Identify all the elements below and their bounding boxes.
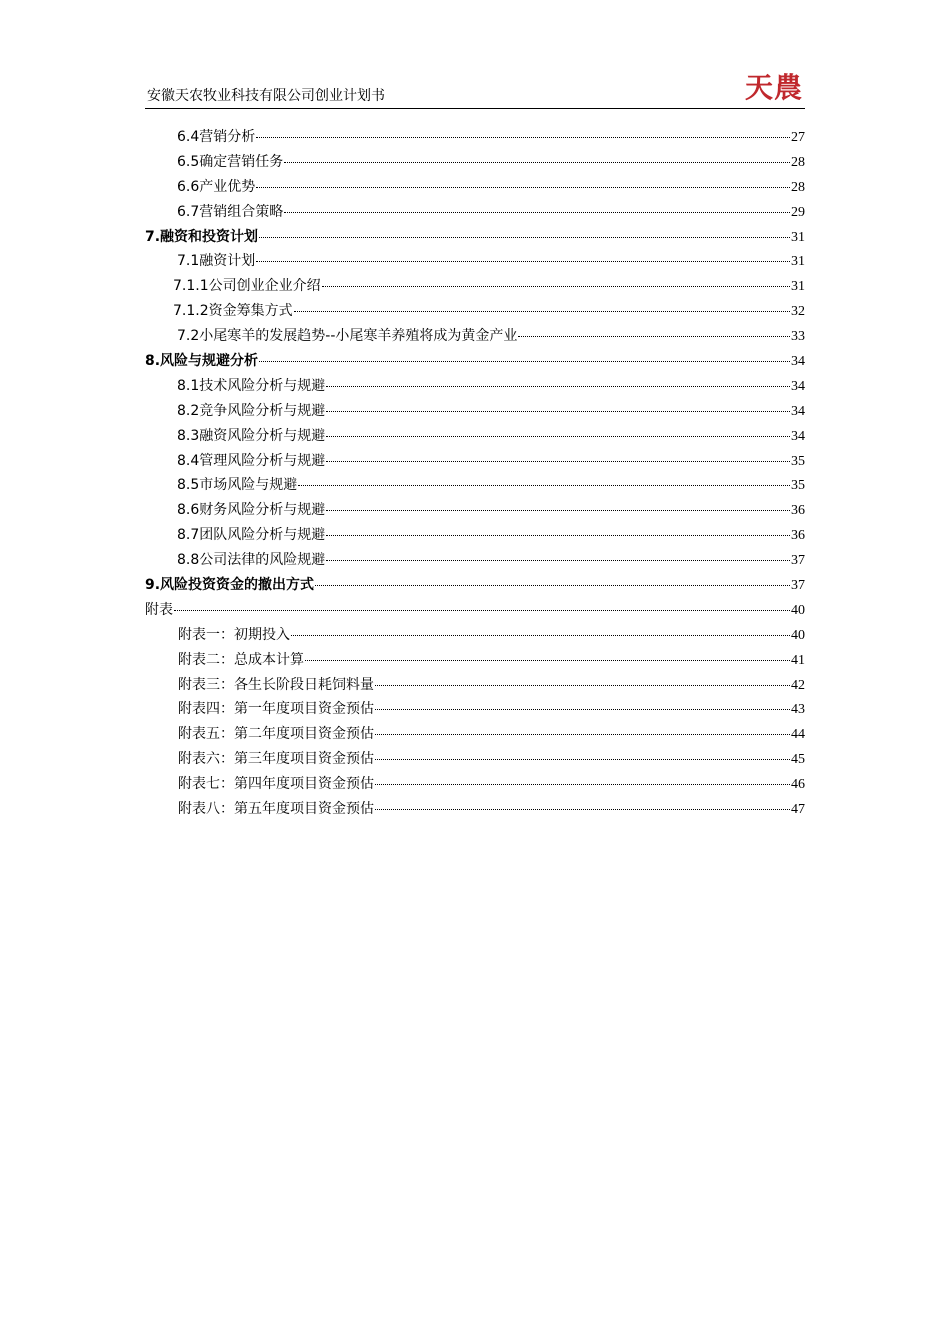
toc-leader	[322, 286, 790, 287]
toc-leader	[256, 137, 790, 138]
toc-leader	[291, 635, 790, 636]
toc-page-number: 42	[791, 677, 805, 693]
toc-entry-label: 7.2小尾寒羊的发展趋势--小尾寒羊养殖将成为黄金产业	[177, 328, 518, 345]
toc-page-number: 28	[791, 154, 805, 170]
toc-page-number: 31	[791, 279, 805, 295]
toc-entry[interactable]	[145, 674, 805, 699]
toc-entry-label: 附表	[145, 601, 173, 618]
company-logo: 天農	[744, 71, 803, 104]
toc-leader	[326, 411, 790, 412]
toc-entry-label: 附表一：初期投入	[178, 626, 290, 643]
toc-page-number: 43	[791, 702, 805, 718]
toc-page-number: 34	[791, 354, 805, 370]
toc-entry-chapter[interactable]	[145, 350, 805, 375]
toc-page-number: 40	[791, 602, 805, 618]
toc-entry-label: 8.6财务风险分析与规避	[177, 502, 326, 519]
toc-entry-label: 8.7团队风险分析与规避	[177, 527, 326, 544]
toc-entry[interactable]	[145, 300, 805, 325]
toc-page-number: 33	[791, 329, 805, 345]
toc-entry[interactable]	[145, 201, 805, 226]
toc-leader	[375, 734, 790, 735]
toc-entry-label: 7.融资和投资计划	[145, 228, 259, 245]
toc-page-number: 37	[791, 553, 805, 569]
toc-entry[interactable]	[145, 425, 805, 450]
toc-leader	[315, 585, 790, 586]
toc-page-number: 45	[791, 752, 805, 768]
toc-page-number: 35	[791, 453, 805, 469]
toc-page-number: 47	[791, 802, 805, 818]
toc-entry[interactable]	[145, 375, 805, 400]
toc-entry[interactable]	[145, 325, 805, 350]
toc-page-number: 40	[791, 627, 805, 643]
toc-entry-label: 附表五：第二年度项目资金预估	[178, 726, 374, 743]
toc-entry[interactable]	[145, 176, 805, 201]
toc-leader	[305, 660, 790, 661]
toc-entry[interactable]	[145, 275, 805, 300]
toc-page-number: 37	[791, 578, 805, 594]
toc-leader	[259, 361, 790, 362]
toc-entry-label: 附表八：第五年度项目资金预估	[178, 801, 374, 818]
toc-entry[interactable]	[145, 250, 805, 275]
toc-leader	[518, 336, 790, 337]
toc-entry-label: 附表七：第四年度项目资金预估	[178, 776, 374, 793]
toc-entry-chapter[interactable]	[145, 574, 805, 599]
toc-entry[interactable]	[145, 126, 805, 151]
toc-leader	[375, 784, 790, 785]
toc-entry-label: 附表三：各生长阶段日耗饲料量	[178, 676, 374, 693]
toc-page-number: 32	[791, 304, 805, 320]
toc-entry-label: 6.4营销分析	[177, 129, 256, 145]
toc-entry-label: 8.8公司法律的风险规避	[177, 552, 326, 569]
toc-entry-label: 附表六：第三年度项目资金预估	[178, 751, 374, 768]
toc-page-number: 28	[791, 179, 805, 195]
toc-entry-label: 7.1融资计划	[177, 253, 256, 270]
toc-entry[interactable]	[145, 400, 805, 425]
toc-entry-label: 8.2竞争风险分析与规避	[177, 402, 326, 419]
toc-entry-label: 附表四：第一年度项目资金预估	[178, 701, 374, 718]
toc-page-number: 31	[791, 254, 805, 270]
toc-entry[interactable]	[145, 474, 805, 499]
page-header	[145, 60, 805, 109]
toc-entry-label: 8.3融资风险分析与规避	[177, 427, 326, 444]
toc-leader	[375, 709, 790, 710]
toc-leader	[298, 485, 790, 486]
toc-leader	[375, 685, 790, 686]
toc-entry-label: 8.1技术风险分析与规避	[177, 377, 326, 394]
toc-leader	[284, 212, 790, 213]
toc-leader	[259, 237, 790, 238]
toc-entry[interactable]	[145, 151, 805, 176]
toc-page-number: 34	[791, 403, 805, 419]
toc-leader	[326, 510, 790, 511]
toc-entry-label: 6.6产业优势	[177, 178, 256, 195]
toc-leader	[326, 386, 790, 387]
toc-entry-label: 7.1.2资金筹集方式	[173, 303, 293, 320]
document-title: 安徽天农牧业科技有限公司创业计划书	[147, 88, 385, 104]
toc-entry-chapter[interactable]	[145, 226, 805, 251]
toc-leader	[294, 311, 790, 312]
toc-entry[interactable]	[145, 798, 805, 823]
toc-page-number: 27	[791, 130, 805, 145]
toc-entry-label: 8.5市场风险与规避	[177, 477, 298, 494]
toc-page-number: 36	[791, 528, 805, 544]
toc-leader	[326, 436, 790, 437]
toc-entry-label: 9.风险投资资金的撤出方式	[145, 577, 315, 594]
toc-page-number: 34	[791, 378, 805, 394]
toc-entry-label: 6.5确定营销任务	[177, 153, 284, 170]
toc-page-number: 44	[791, 727, 805, 743]
toc-page-number: 46	[791, 777, 805, 793]
toc-page-number: 36	[791, 503, 805, 519]
toc-leader	[375, 809, 790, 810]
toc-page-number: 29	[791, 204, 805, 220]
toc-entry-label: 6.7营销组合策略	[177, 203, 284, 220]
toc-leader	[375, 759, 790, 760]
toc-entry-appendix[interactable]	[145, 599, 805, 624]
toc-entry[interactable]	[145, 499, 805, 524]
toc-entry[interactable]	[145, 524, 805, 549]
toc-leader	[326, 535, 790, 536]
toc-entry-label: 8.4管理风险分析与规避	[177, 452, 326, 469]
toc-entry[interactable]	[145, 723, 805, 748]
toc-page-number: 41	[791, 652, 805, 668]
toc-leader	[174, 610, 790, 611]
toc-entry-label: 附表二：总成本计算	[178, 651, 304, 668]
toc-entry[interactable]	[145, 773, 805, 798]
toc-entry[interactable]	[145, 624, 805, 649]
toc-entry[interactable]	[145, 748, 805, 773]
toc-leader	[256, 187, 790, 188]
toc-page-number: 34	[791, 428, 805, 444]
toc-entry[interactable]	[145, 549, 805, 574]
toc-leader	[326, 461, 790, 462]
toc-entry[interactable]	[145, 698, 805, 723]
toc-entry-label: 8.风险与规避分析	[145, 353, 259, 370]
table-of-contents	[145, 126, 805, 823]
toc-entry[interactable]	[145, 450, 805, 475]
toc-leader	[326, 560, 790, 561]
toc-page-number: 35	[791, 478, 805, 494]
toc-entry[interactable]	[145, 649, 805, 674]
toc-page-number: 31	[791, 229, 805, 245]
toc-leader	[284, 162, 790, 163]
toc-leader	[256, 261, 790, 262]
toc-entry-label: 7.1.1公司创业企业介绍	[173, 278, 321, 295]
